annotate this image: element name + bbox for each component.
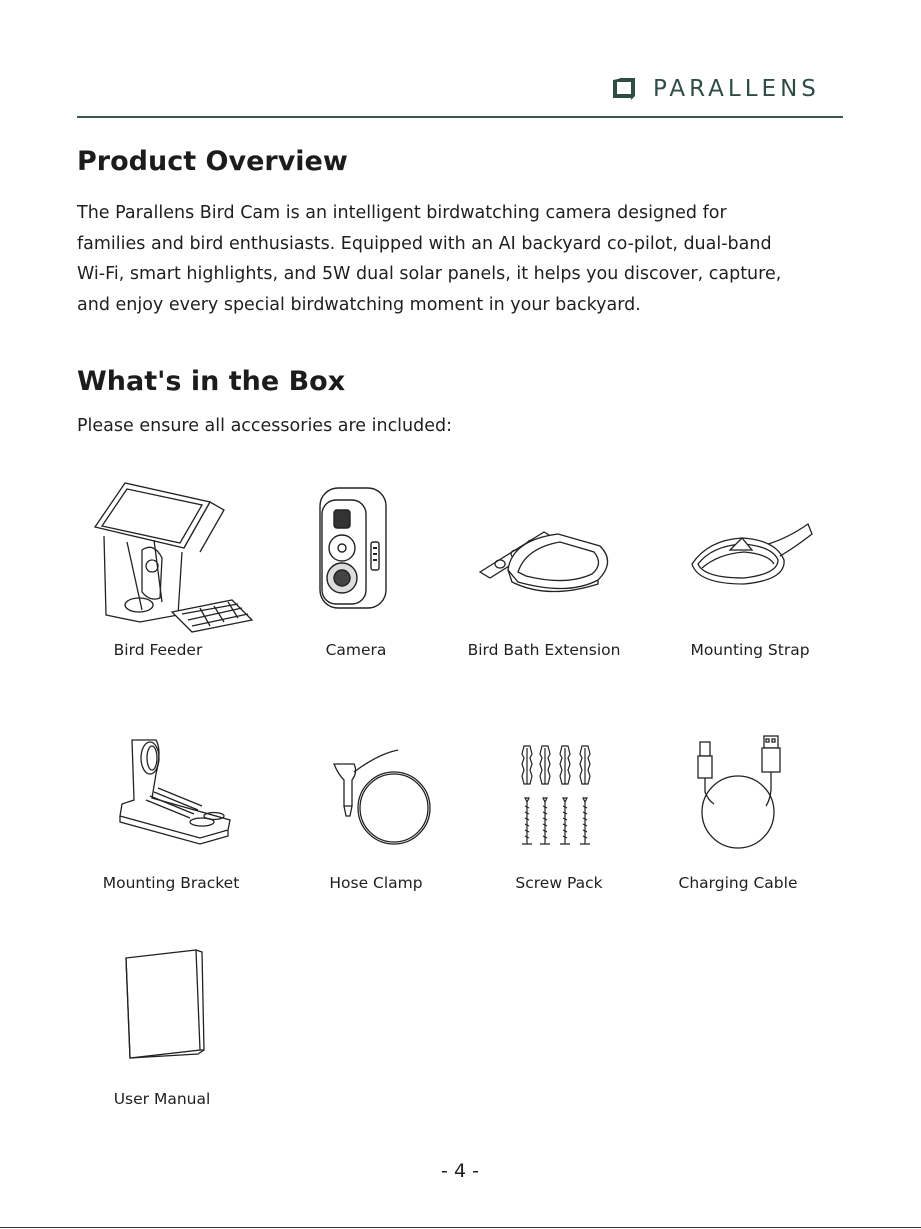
header-divider bbox=[77, 116, 843, 118]
item-charging-cable bbox=[694, 734, 788, 852]
charging-cable-icon bbox=[694, 734, 788, 852]
section-title-box: What's in the Box bbox=[77, 366, 346, 397]
item-label: Bird Bath Extension bbox=[467, 641, 621, 659]
item-label: User Manual bbox=[113, 1090, 211, 1108]
item-bird-feeder bbox=[92, 480, 292, 635]
item-label: Camera bbox=[325, 641, 387, 659]
overview-line: Wi-Fi, smart highlights, and 5W dual solar panels, it helps you discover, capture, bbox=[77, 264, 782, 284]
overview-line: The Parallens Bird Cam is an intelligent birdwatching camera designed for bbox=[77, 203, 727, 223]
screw-pack-icon bbox=[516, 744, 604, 852]
page-number: - 4 - bbox=[441, 1160, 479, 1182]
section-title-overview: Product Overview bbox=[77, 146, 348, 177]
brand-logo bbox=[609, 74, 849, 104]
bird-feeder-icon bbox=[92, 480, 292, 635]
brand-name: PARALLENS bbox=[653, 76, 820, 102]
overview-paragraph bbox=[77, 198, 837, 320]
overview-line: families and bird enthusiasts. Equipped with an AI backyard co-pilot, dual-band bbox=[77, 233, 772, 254]
user-manual-icon bbox=[122, 950, 206, 1060]
mounting-bracket-icon bbox=[116, 736, 234, 844]
bird-bath-extension-icon bbox=[478, 520, 612, 598]
item-user-manual bbox=[122, 950, 206, 1060]
item-label: Screw Pack bbox=[515, 874, 603, 892]
item-label: Mounting Strap bbox=[690, 641, 810, 659]
item-label: Bird Feeder bbox=[113, 641, 203, 659]
page-bottom-border bbox=[0, 1227, 921, 1228]
item-hose-clamp bbox=[328, 750, 440, 846]
mounting-strap-icon bbox=[688, 520, 816, 588]
item-screw-pack bbox=[516, 744, 604, 852]
overview-line: and enjoy every special birdwatching moment in your backyard. bbox=[77, 294, 641, 315]
item-mounting-bracket bbox=[116, 736, 234, 844]
item-label: Charging Cable bbox=[678, 874, 798, 892]
item-bird-bath-extension bbox=[478, 520, 612, 598]
item-mounting-strap bbox=[688, 520, 816, 588]
hose-clamp-icon bbox=[328, 750, 440, 846]
parallens-logo-icon bbox=[609, 74, 637, 102]
item-label: Hose Clamp bbox=[329, 874, 423, 892]
item-label: Mounting Bracket bbox=[102, 874, 240, 892]
item-camera bbox=[318, 486, 390, 612]
box-intro: Please ensure all accessories are included: bbox=[77, 416, 453, 436]
camera-icon bbox=[318, 486, 390, 612]
